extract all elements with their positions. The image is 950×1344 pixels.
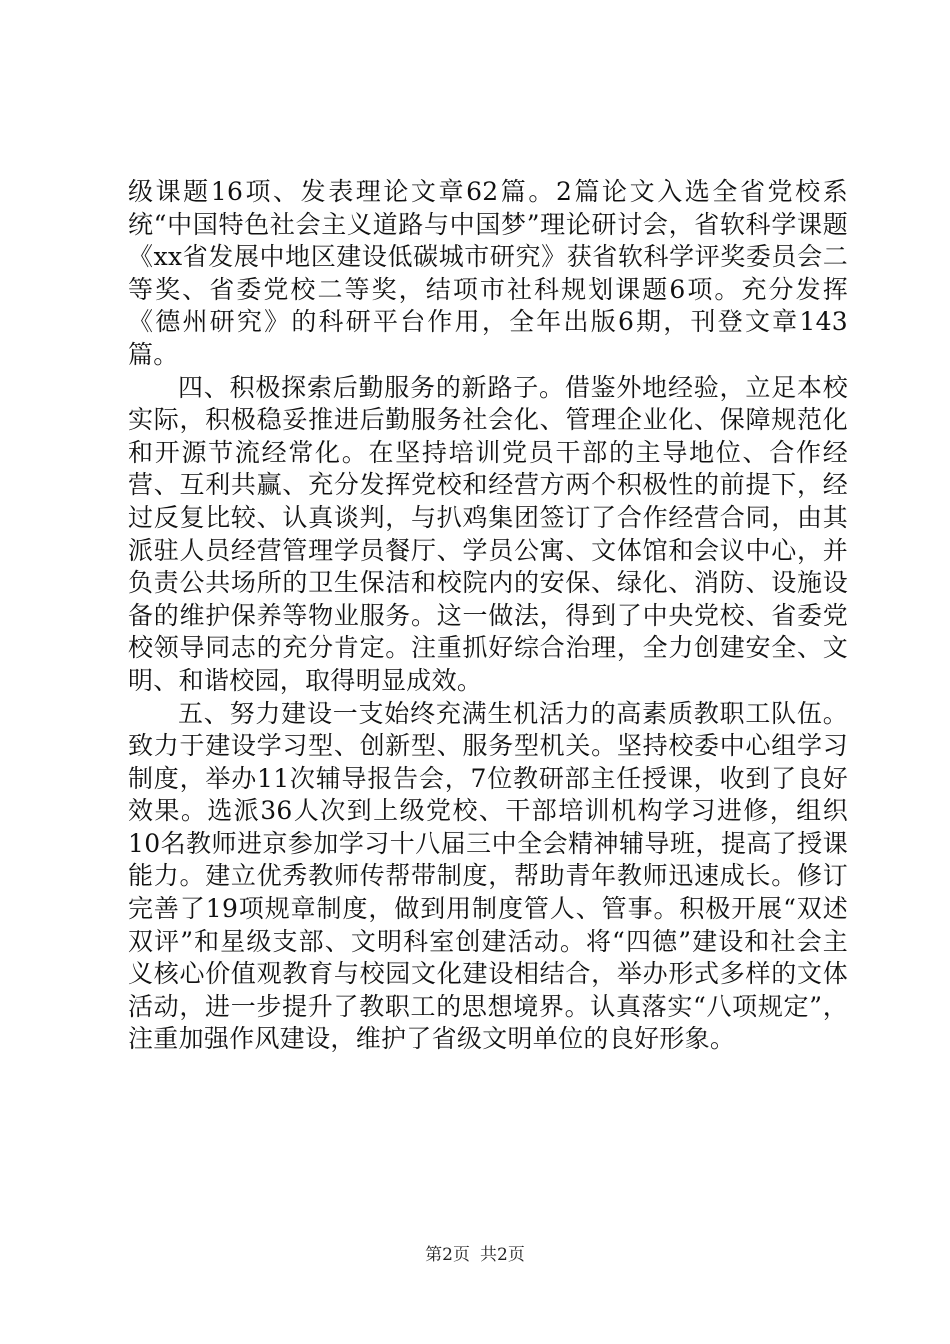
page-footer (0, 1244, 950, 1266)
page-total: 共2页 (480, 1245, 525, 1265)
document-body (128, 176, 848, 1056)
paragraph-research-results: 级课题16项、发表理论文章62篇。2篇论文入选全省党校系统“中国特色社会主义道路与中国梦”理论研讨会，省软科学课题《xx省发展中地区建设低碳城市研究》获省软科学评奖委员会二等奖、省委党校二等奖，结项市社科规划课题6项。充分发挥《德州研究》的科研平台作用，全年出版6期，刊登文章143篇。 (128, 177, 848, 369)
paragraph-staff-team: 五、努力建设一支始终充满生机活力的高素质教职工队伍。致力于建设学习型、创新型、服务型机关。坚持校委中心组学习制度，举办11次辅导报告会，7位教研部主任授课，收到了良好效果。选派36人次到上级党校、干部培训机构学习进修，组织10名教师进京参加学习十八届三中全会精神辅导班，提高了授课能力。建立优秀教师传帮带制度，帮助青年教师迅速成长。修订完善了19项规章制度，做到用制度管人、管事。积极开展“双述双评”和星级支部、文明科室创建活动。将“四德”建设和社会主义核心价值观教育与校园文化建设相结合，举办形式多样的文体活动，进一步提升了教职工的思想境界。认真落实“八项规定”，注重加强作风建设，维护了省级文明单位的良好形象。 (128, 698, 848, 1054)
paragraph-logistics-service: 四、积极探索后勤服务的新路子。借鉴外地经验，立足本校实际，积极稳妥推进后勤服务社会化、管理企业化、保障规范化和开源节流经常化。在坚持培训党员干部的主导地位、合作经营、互利共赢、充分发挥党校和经营方两个积极性的前提下，经过反复比较、认真谈判，与扒鸡集团签订了合作经营合同，由其派驻人员经营管理学员餐厅、学员公寓、文体馆和会议中心，并负责公共场所的卫生保洁和校院内的安保、绿化、消防、设施设备的维护保养等物业服务。这一做法，得到了中央党校、省委党校领导同志的充分肯定。注重抓好综合治理，全力创建安全、文明、和谐校园，取得明显成效。 (128, 372, 848, 695)
page-number: 第2页 (425, 1245, 470, 1265)
